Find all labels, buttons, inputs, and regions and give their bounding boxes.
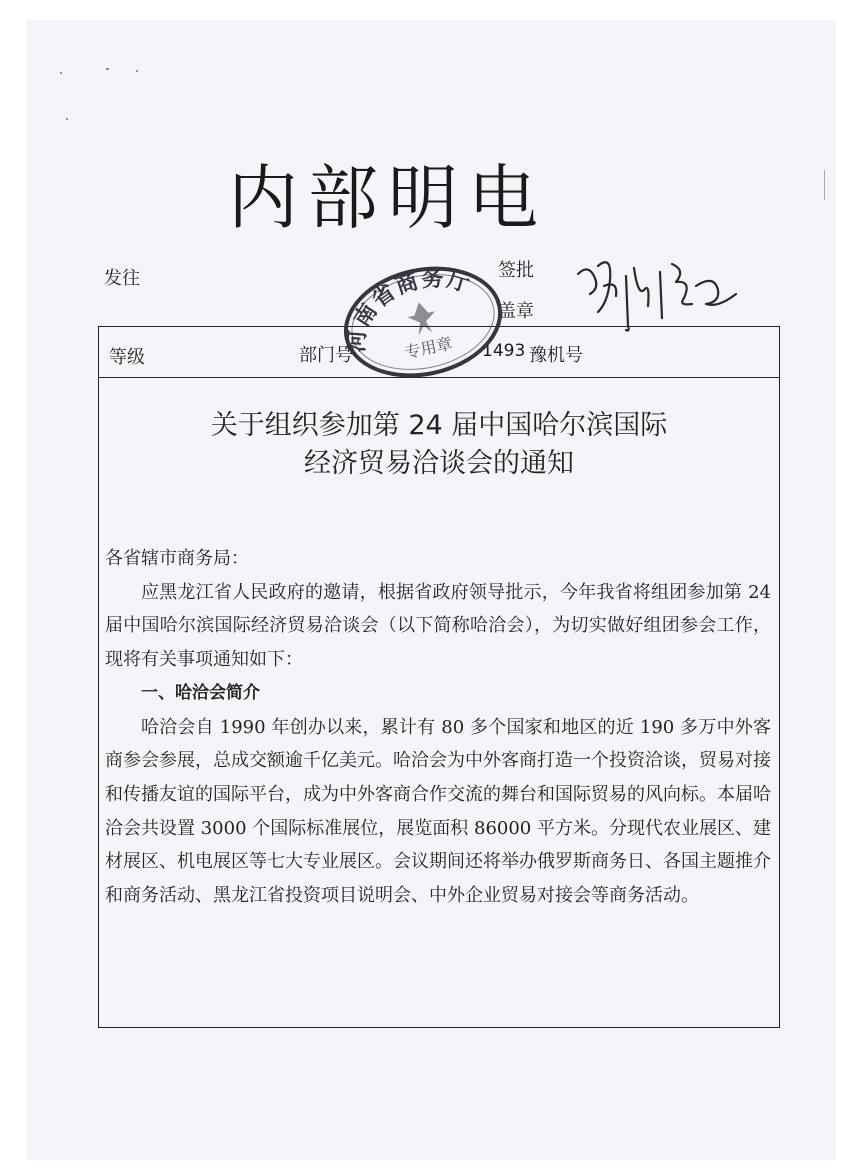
scan-speck [106,68,109,70]
seal-arc-text: 河南省商务厅 [344,266,475,354]
seal-bottom-text: 专用章 [403,333,454,363]
notice-body [105,542,771,913]
official-seal [338,262,508,382]
approve-label: 签批 [498,260,534,281]
stamp-label: 盖章 [498,301,534,322]
scan-speck [824,170,825,200]
send-to-label: 发往 [104,268,140,289]
scan-speck [66,118,68,120]
scan-speck [136,70,138,72]
seal-star-icon [405,300,439,337]
machine-number-label: 豫机号 [529,345,583,366]
page-title: 内部明电 [228,157,548,239]
scan-speck [60,72,62,74]
serial-number: 1493 [482,341,526,361]
notice-title-line2: 经济贸易洽谈会的通知 [304,448,574,479]
grade-label: 等级 [109,347,145,368]
notice-title [99,407,779,483]
salutation: 各省辖市商务局： [105,548,249,569]
section-paragraph: 哈洽会自 1990 年创办以来，累计有 80 多个国家和地区的近 190 多万中外客商参会参展，总成交额逾千亿美元。哈洽会为中外客商打造一个投资洽谈，贸易对接和传播友谊的国际平台，成为中外客商合作交流的舞台和国际贸易的风向标。本届哈洽会共设置 3000 个国际标准展位，展览面积 86000 平方米。分现代农业展区、建材展区、机电展区等七大专业展区。会议期间还将举办俄罗斯商务日、各国主题推介和商务活动、黑龙江省投资项目说明会、中外企业贸易对接会等商务活动。 [105,716,771,907]
dept-number-label: 部门号 [299,345,353,366]
telegram-frame [98,326,780,1028]
notice-title-line1: 关于组织参加第 24 届中国哈尔滨国际 [210,410,668,441]
handwritten-signature [568,246,748,346]
section-heading: 一、哈洽会简介 [141,682,260,703]
intro-paragraph: 应黑龙江省人民政府的邀请，根据省政府领导批示，今年我省将组团参加第 24 届中国哈尔滨国际经济贸易洽谈会（以下简称哈洽会），为切实做好组团参会工作，现将有关事项通知如下： [105,581,771,671]
